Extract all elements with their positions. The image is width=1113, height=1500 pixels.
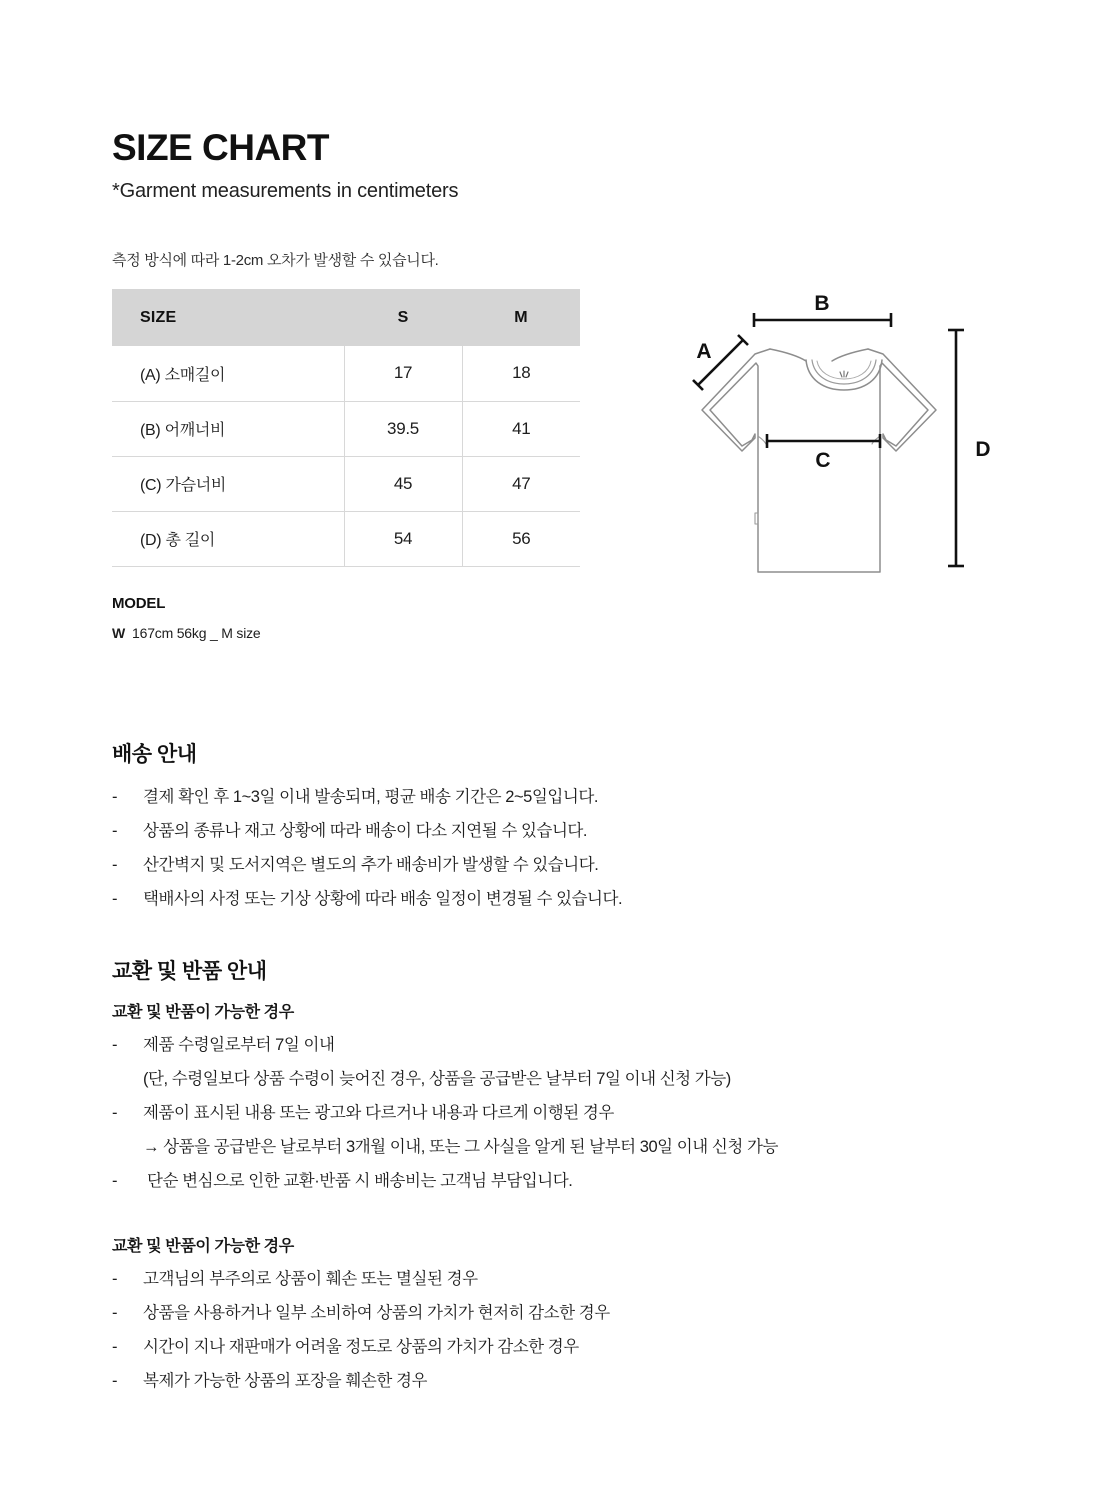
cell-sleeve-length-s: 17 <box>344 346 462 401</box>
list-item <box>112 1296 610 1330</box>
model-gender: W <box>112 625 126 641</box>
restrictions-subheading: 교환 및 반품이 가능한 경우 <box>112 1238 294 1255</box>
list-item-text: 복제가 가능한 상품의 포장을 훼손한 경우 <box>143 1372 427 1390</box>
table-row <box>112 511 580 566</box>
page-subtitle: *Garment measurements in centimeters <box>112 179 459 202</box>
bullet-dash: - <box>112 1338 118 1356</box>
list-item <box>112 848 622 882</box>
bullet-dash: - <box>112 890 118 908</box>
list-item <box>112 1028 778 1062</box>
exchange-subheading: 교환 및 반품이 가능한 경우 <box>112 1004 294 1021</box>
column-header-size: SIZE <box>112 289 344 346</box>
page-header <box>112 128 458 203</box>
shipping-list <box>112 780 622 916</box>
list-item <box>112 1164 778 1198</box>
model-info <box>112 595 261 641</box>
list-item-text: 제품 수령일로부터 7일 이내 <box>143 1036 335 1054</box>
list-item <box>112 814 622 848</box>
column-header-s: S <box>344 289 462 346</box>
row-label-sleeve-length: (A) 소매길이 <box>112 346 344 401</box>
exchange-eligible-list-2 <box>112 1096 778 1130</box>
exchange-return-section <box>112 955 778 1198</box>
row-label-total-length: (D) 총 길이 <box>112 511 344 566</box>
list-item <box>112 1262 610 1296</box>
row-label-chest-width: (C) 가슴너비 <box>112 456 344 511</box>
list-item-text: 단순 변심으로 인한 교환·반품 시 배송비는 고객님 부담입니다. <box>147 1172 573 1190</box>
dimension-label-b: B <box>814 292 830 315</box>
exchange-return-restrictions-section <box>112 1233 610 1398</box>
bullet-dash: - <box>112 1036 118 1054</box>
table-header-row <box>112 289 580 346</box>
dimension-label-d: D <box>975 438 991 461</box>
bullet-dash: - <box>112 1104 118 1122</box>
measurement-tolerance-note: 측정 방식에 따라 1-2cm 오차가 발생할 수 있습니다. <box>112 252 439 269</box>
bullet-dash: - <box>112 856 118 874</box>
exchange-item1-continuation: (단, 수령일보다 상품 수령이 늦어진 경우, 상품을 공급받은 날부터 7일 이내 신청 가능) <box>143 1070 731 1088</box>
dimension-label-a: A <box>696 340 712 363</box>
shipping-heading: 배송 안내 <box>112 743 197 766</box>
cell-shoulder-width-m: 41 <box>462 401 580 456</box>
list-item-text: 고객님의 부주의로 상품이 훼손 또는 멸실된 경우 <box>143 1270 478 1288</box>
row-label-shoulder-width: (B) 어깨너비 <box>112 401 344 456</box>
size-table-body <box>112 346 580 566</box>
dimension-label-c: C <box>815 449 831 472</box>
bullet-dash: - <box>112 1172 118 1190</box>
exchange-heading: 교환 및 반품 안내 <box>112 960 267 983</box>
cell-chest-width-m: 47 <box>462 456 580 511</box>
shipping-section <box>112 738 622 916</box>
list-item <box>112 882 622 916</box>
exchange-eligible-list-3 <box>112 1164 778 1198</box>
exchange-eligible-list <box>112 1028 778 1062</box>
restrictions-list <box>112 1262 610 1398</box>
size-table <box>112 289 580 567</box>
bullet-dash: - <box>112 1270 118 1288</box>
list-item <box>112 1096 778 1130</box>
tshirt-diagram <box>680 288 1020 588</box>
cell-total-length-m: 56 <box>462 511 580 566</box>
table-row <box>112 456 580 511</box>
cell-shoulder-width-s: 39.5 <box>344 401 462 456</box>
cell-sleeve-length-m: 18 <box>462 346 580 401</box>
list-item-text: 제품이 표시된 내용 또는 광고와 다르거나 내용과 다르게 이행된 경우 <box>143 1104 614 1122</box>
list-item-text: 시간이 지나 재판매가 어려울 정도로 상품의 가치가 감소한 경우 <box>143 1338 579 1356</box>
cell-chest-width-s: 45 <box>344 456 462 511</box>
list-item-text: 결제 확인 후 1~3일 이내 발송되며, 평균 배송 기간은 2~5일입니다. <box>143 788 599 806</box>
list-item-text: 상품을 사용하거나 일부 소비하여 상품의 가치가 현저히 감소한 경우 <box>143 1304 610 1322</box>
table-row <box>112 346 580 401</box>
tshirt-technical-drawing-icon <box>680 288 1020 588</box>
bullet-dash: - <box>112 1304 118 1322</box>
model-measurements: 167cm 56kg _ M size <box>132 625 261 641</box>
list-item <box>112 1364 610 1398</box>
bullet-dash: - <box>112 1372 118 1390</box>
model-heading: MODEL <box>112 595 166 612</box>
exchange-item2-continuation: → 상품을 공급받은 날로부터 3개월 이내, 또는 그 사실을 알게 된 날부터 30일 이내 신청 가능 <box>143 1138 779 1156</box>
cell-total-length-s: 54 <box>344 511 462 566</box>
size-table-head <box>112 289 580 346</box>
list-item-text: 택배사의 사정 또는 기상 상황에 따라 배송 일정이 변경될 수 있습니다. <box>143 890 623 908</box>
list-item-text: 상품의 종류나 재고 상황에 따라 배송이 다소 지연될 수 있습니다. <box>143 822 588 840</box>
list-item-text: 산간벽지 및 도서지역은 별도의 추가 배송비가 발생할 수 있습니다. <box>143 856 599 874</box>
list-item <box>112 780 622 814</box>
bullet-dash: - <box>112 822 118 840</box>
list-item <box>112 1330 610 1364</box>
column-header-m: M <box>462 289 580 346</box>
page-title: SIZE CHART <box>112 127 329 168</box>
model-spec-line <box>112 625 261 641</box>
bullet-dash: - <box>112 788 118 806</box>
table-row <box>112 401 580 456</box>
